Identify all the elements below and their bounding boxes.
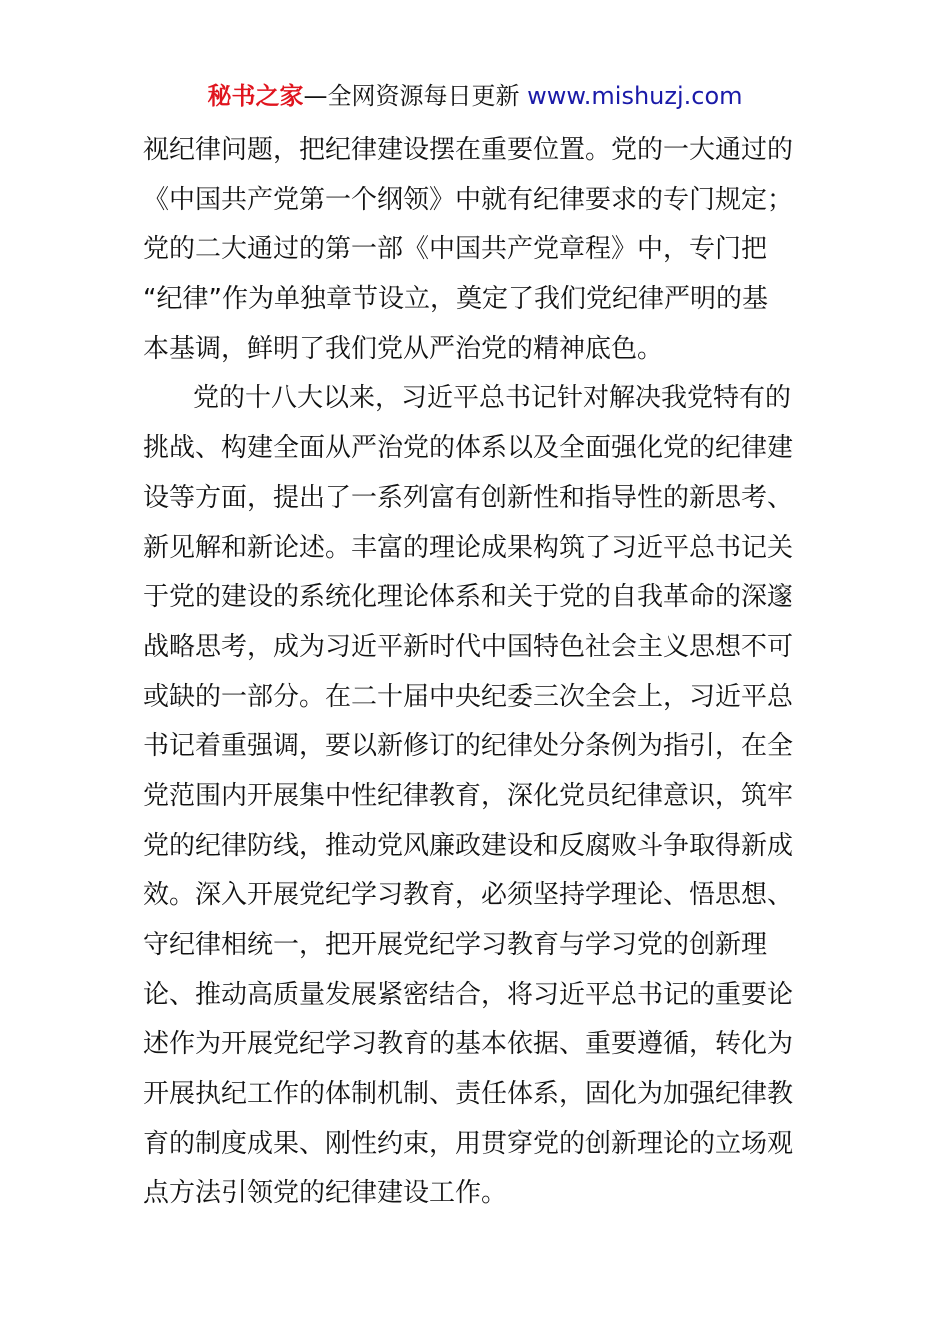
site-header [0,78,950,114]
text-line: 论、推动高质量发展紧密结合，将习近平总书记的重要论 [143,979,794,1010]
text-line: 本基调，鲜明了我们党从严治党的精神底色。 [143,333,664,364]
text-line: 开展执纪工作的体制机制、责任体系，固化为加强纪律教 [143,1079,794,1110]
text-line: 党的二大通过的第一部《中国共产党章程》中，专门把 [143,234,768,265]
text-line: 效。深入开展党纪学习教育，必须坚持学理论、悟思想、 [143,880,794,911]
text-line: 述作为开展党纪学习教育的基本依据、重要遵循，转化为 [143,1029,794,1060]
text-line: “纪律”作为单独章节设立，奠定了我们党纪律严明的基 [143,284,768,315]
text-line: 于党的建设的系统化理论体系和关于党的自我革命的深邃 [143,582,794,613]
text-line: 视纪律问题，把纪律建设摆在重要位置。党的一大通过的 [143,135,794,165]
text-line: 设等方面，提出了一系列富有创新性和指导性的新思考、 [143,482,794,513]
text-line: 战略思考，成为习近平新时代中国特色社会主义思想不可 [143,631,794,662]
text-line: 党范围内开展集中性纪律教育，深化党员纪律意识，筑牢 [143,780,794,811]
document-body [143,126,813,1219]
text-line: 守纪律相统一，把开展党纪学习教育与学习党的创新理 [143,930,768,960]
text-line: 挑战、构建全面从严治党的体系以及全面强化党的纪律建 [143,433,794,464]
text-line: 点方法引领党的纪律建设工作。 [143,1178,508,1209]
site-brand: 秘书之家 [207,82,304,110]
text-line: 书记着重强调，要以新修订的纪律处分条例为指引，在全 [143,731,794,762]
site-tagline: —全网资源每日更新 [303,82,520,110]
text-line: 育的制度成果、刚性约束，用贯穿党的创新理论的立场观 [143,1128,794,1159]
text-line: 或缺的一部分。在二十届中央纪委三次全会上，习近平总 [143,681,794,712]
text-line: 新见解和新论述。丰富的理论成果构筑了习近平总书记关 [143,532,794,563]
text-line: 党的纪律防线，推动党风廉政建设和反腐败斗争取得新成 [143,830,794,861]
site-url-link[interactable]: www.mishuzj.com [527,82,743,110]
paragraph-start-line: 党的十八大以来，习近平总书记针对解决我党特有的 [193,383,792,414]
text-line: 《中国共产党第一个纲领》中就有纪律要求的专门规定； [143,184,794,215]
